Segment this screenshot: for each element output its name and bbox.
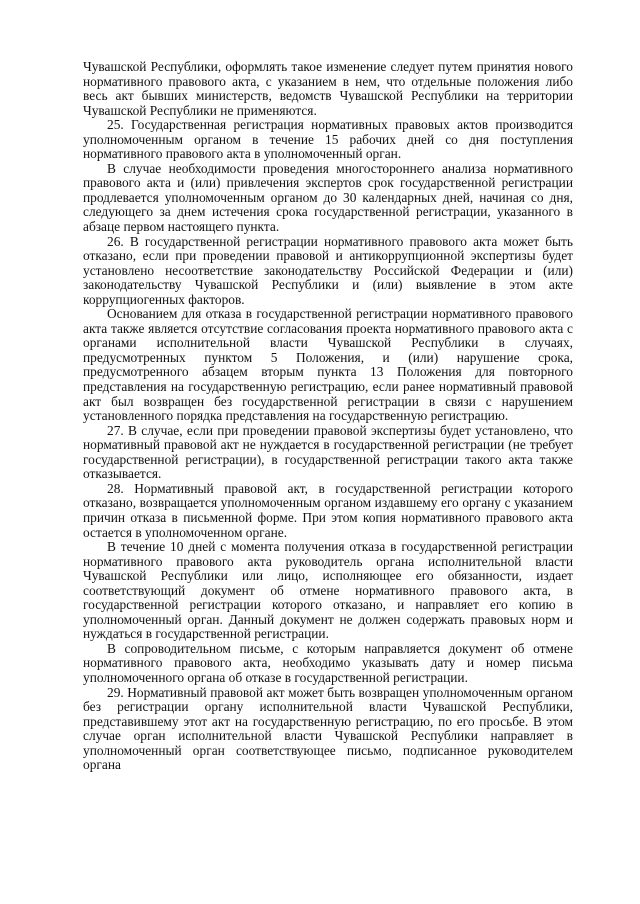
paragraph-item-27: 27. В случае, если при проведении правовой экспертизы будет установлено, что нормативный правовой акт не нуждается в государственной регистрации (не требует государственной регистрации), в государственной регистрации такого акта также отказывается. [83, 422, 573, 482]
paragraph-extension-period: В случае необходимости проведения многостороннего анализа нормативного правового акта и (или) привлечения экспертов срок государственной регистрации продлевается уполномоченным органом до 30 календарных дней, начиная со дня, следующего за днем истечения срока государственной регистрации, указанного в абзаце первом настоящего пункта. [83, 160, 573, 235]
paragraph-ten-days: В течение 10 дней с момента получения отказа в государственной регистрации нормативного правового акта руководитель органа исполнительной власти Чувашской Республики или лицо, исполняющее его обязанности, издает соответствующий документ об отмене нормативного правового акта, в государственной регистрации которого отказано, и направляет его копию в уполномоченный орган. Данный документ не должен содержать правовых норм и нуждаться в государственной регистрации. [83, 539, 573, 642]
paragraph-item-25: 25. Государственная регистрация нормативных правовых актов производится уполномоченным органом в течение 15 рабочих дней со дня поступления нормативного правового акта в уполномоченный орган. [83, 117, 573, 162]
paragraph-refusal-grounds: Основанием для отказа в государственной регистрации нормативного правового акта также является отсутствие согласования проекта нормативного правового акта с органами исполнительной власти Чувашской Республики в случаях, предусмотренных пунктом 5 Положения, и (или) нарушение срока, предусмотренного абзацем вторым пункта 13 Положения для повторного представления на государственную регистрацию, если ранее нормативный правовой акт был возвращен без государственной регистрации в связи с нарушением установленного порядка представления на государственную регистрацию. [83, 306, 573, 424]
paragraph-item-28: 28. Нормативный правовой акт, в государственной регистрации которого отказано, возвращается уполномоченным органом издавшему его органу с указанием причин отказа в письменной форме. При этом копия нормативного правового акта остается в уполномоченном органе. [83, 480, 573, 540]
paragraph-item-29: 29. Нормативный правовой акт может быть возвращен уполномоченным органом без регистрации органу исполнительной власти Чувашской Республики, представившему этот акт на государственную регистрацию, по его просьбе. В этом случае орган исполнительной власти Чувашской Республики направляет в уполномоченный орган соответствующее письмо, подписанное руководителем органа [83, 684, 573, 773]
paragraph-cover-letter: В сопроводительном письме, с которым направляется документ об отмене нормативного правового акта, необходимо указывать дату и номер письма уполномоченного органа об отказе в государственной регистрации. [83, 640, 573, 685]
paragraph-continuation: Чувашской Республики, оформлять такое изменение следует путем принятия нового нормативного правового акта, с указанием в нем, что отдельные положения либо весь акт бывших министерств, ведомств Чувашской Республики на территории Чувашской Республики не применяются. [83, 59, 573, 118]
paragraph-item-26: 26. В государственной регистрации нормативного правового акта может быть отказано, если при проведении правовой и антикоррупционной экспертизы будет установлено несоответствие законодательству Российской Федерации и (или) законодательству Чувашской Республики и (или) выявление в этом акте коррупциогенных факторов. [83, 233, 573, 307]
